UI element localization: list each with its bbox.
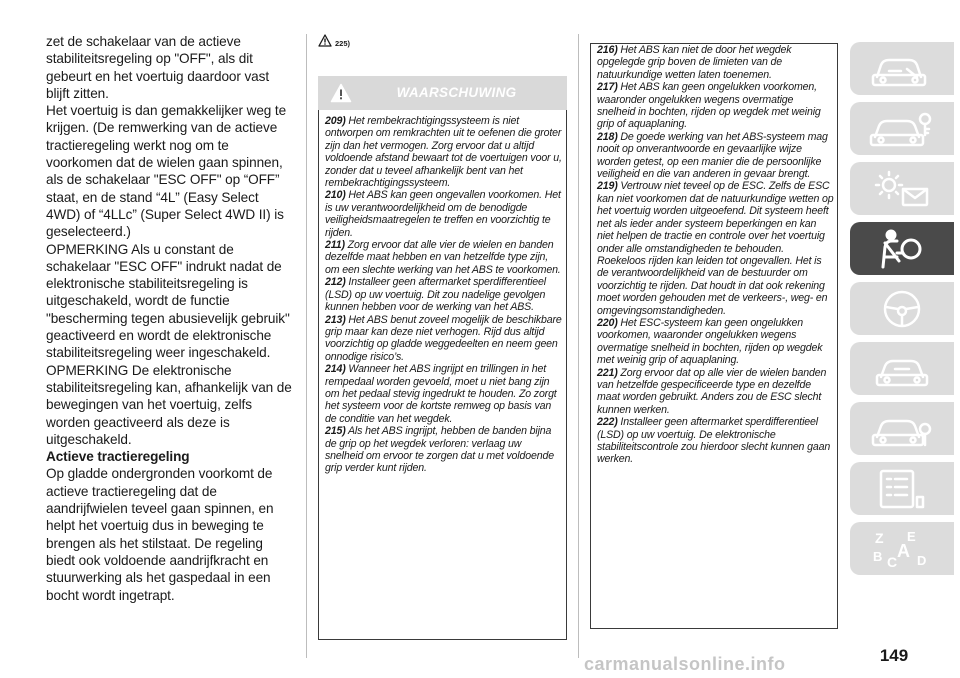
note-text: Het ESC-systeem kan geen ongelukken voorkomen, waaronder ongelukken wegens overmatige snelheid in bochten, rijden op wegdek met weinig grip of aquaplaning. (597, 316, 823, 367)
breakdown-car-icon (867, 347, 937, 391)
right-warning-box (590, 43, 838, 629)
specifications-icon (867, 467, 937, 511)
warning-note (325, 189, 562, 239)
note-number: 219) (597, 180, 618, 193)
watermark: carmanualsonline.info (584, 654, 786, 674)
note-text: De goede werking van het ABS-systeem mag nooit op onverantwoorde en gevaarlijke wijze worden getest, op een manier die de persoonlijke veiligheid en die van anderen in gevaar brengt. (597, 130, 828, 181)
chapter-tabs (850, 42, 954, 582)
note-text: Wanneer het ABS ingrijpt en trillingen in het rempedaal worden gevoeld, moet u niet bang zijn om het pedaal stevig ingedrukt te houden. Zo zorgt het systeem voor de kortste remweg op basis van de conditie van het wegdek. (325, 363, 557, 425)
seatbelt-airbag-icon (867, 227, 937, 271)
car-info-icon (867, 47, 937, 91)
note-text: Als het ABS ingrijpt, hebben de banden bijna de grip op het wegdek verloren: verlaag uw snelheid om ervoor te zorgen dat u met voldoende grip verder kunt rijden. (325, 425, 554, 475)
warning-header (318, 76, 567, 110)
warning-note (597, 416, 834, 466)
note-text: Zorg ervoor dat op alle vier de wielen banden van hetzelfde gespecificeerde type en dezelfde maat worden gebruikt. Anders zou de ESC slecht kunnen werken. (597, 366, 827, 416)
note-number: 212) (325, 276, 346, 289)
note-number: 217) (597, 81, 618, 94)
note-text: Het ABS kan geen ongelukken voorkomen, waaronder ongelukken wegens overmatige snelheid in bochten, rijden op wegdek met weinig grip of aquaplaning. (597, 81, 821, 131)
page-number: 149 (879, 646, 909, 665)
warning-note (597, 180, 834, 316)
warning-note (597, 81, 834, 131)
body-paragraph: OPMERKING De elektronische stabiliteitsregeling kan, afhankelijk van de bewegingen van het voertuig, zelfs worden geactiveerd als deze is uitgeschakeld. (46, 362, 292, 447)
warning-title: WAARSCHUWING (396, 85, 517, 100)
reference-marker (318, 34, 567, 52)
tab-specifications[interactable] (850, 462, 954, 515)
tab-car-key[interactable] (850, 102, 954, 155)
warning-note (597, 367, 834, 417)
reference-number: 225) (335, 39, 351, 48)
warning-note (325, 363, 562, 425)
note-text: Het rembekrachtigingssysteem is niet ontworpen om remkrachten uit te oefenen die groter zijn dan het vermogen. Zorg ervoor dat u altijd voldoende afstand bewaart tot de voertuigen voor u, zonder dat u teveel afhankelijk bent van het rembekrachtigingssysteem. (325, 115, 562, 190)
middle-text-column (318, 34, 567, 640)
warning-note (325, 239, 562, 276)
tab-car-service[interactable] (850, 402, 954, 455)
svg-text:A: A (897, 540, 910, 561)
warning-note (325, 276, 562, 313)
note-text: Installeer geen aftermarket sperdifferentieel (LSD) op uw voertuig. Dit zou nadelige gevolgen kunnen hebben voor de werking van het ABS. (325, 276, 546, 314)
warning-note (325, 115, 562, 189)
warning-note (597, 317, 834, 367)
column-divider (306, 34, 307, 658)
warning-note (597, 44, 834, 81)
svg-text:B: B (873, 548, 883, 564)
note-text: Zorg ervoor dat alle vier de wielen en banden dezelfde maat hebben en van hetzelfde type zijn, om een slechte werking van het ABS te voorkomen. (325, 239, 561, 276)
note-text: Vertrouw niet teveel op de ESC. Zelfs de ESC kan niet voorkomen dat de natuurkundige wetten op het voertuig worden uitgeoefend. Dit systeem heeft net als ieder ander systeem beperkingen en kan niet helpen de tractie en controle over het voertuig onder alle omstandigheden te behouden. Roekeloos rijden kan leiden tot ongevallen. Het is de verantwoordelijkheid van de bestuurder om voorzichtig te rijden. Dat houdt in dat ook rekening moet worden gehouden met de verkeers-, weg- en omgevingsomstandigheden. (597, 180, 834, 317)
note-text: Het ABS kan niet de door het wegdek opgelegde grip boven de limieten van de natuurkundige wetten laten toenemen. (597, 44, 792, 81)
tab-seatbelt-airbag[interactable] (850, 222, 954, 275)
svg-text:D: D (917, 552, 927, 568)
note-number: 209) (325, 115, 346, 127)
car-service-icon (867, 407, 937, 451)
note-text: Het ABS kan geen ongevallen voorkomen. Het is uw verantwoordelijkheid om de benodigde veiligheidsmaatregelen te treffen en voorzichtig te rijden. (325, 189, 561, 239)
steering-wheel-icon (867, 287, 937, 331)
warning-note (597, 131, 834, 181)
body-paragraph: OPMERKING Als u constant de schakelaar "ESC OFF" indrukt nadat de elektronische stabiliteitsregeling is uitgeschakeld, wordt de functie "bescherming tegen abusievelijk gebruik" geactiveerd en wordt de elektronische stabiliteitsregeling weer ingeschakeld. (46, 241, 290, 361)
body-paragraph: zet de schakelaar van de actieve stabiliteitsregeling op "OFF", als dit gebeurt en het voertuig daardoor vast blijft zitten. (46, 34, 270, 101)
svg-text:Z: Z (875, 529, 884, 546)
warning-note (325, 314, 562, 364)
body-paragraph: Het voertuig is dan gemakkelijker weg te krijgen. (De remwerking van de actieve tractieregeling werkt nog om te voorkomen dat de wielen gaan spinnen, als de schakelaar "ESC OFF" op “OFF” staat, en de stand “4L” (Easy Select 4WD) of “4LLc” (Super Select 4WD II) is geselecteerd.) (46, 103, 287, 240)
warning-note (325, 425, 562, 475)
tab-index[interactable] (850, 522, 954, 575)
note-number: 218) (597, 130, 618, 143)
section-heading: Actieve tractieregeling (46, 449, 190, 465)
svg-text:E: E (907, 528, 916, 544)
tab-breakdown[interactable] (850, 342, 954, 395)
warning-lights-icon (867, 167, 937, 211)
tab-steering-wheel[interactable] (850, 282, 954, 335)
warning-box (318, 110, 567, 640)
note-number: 221) (597, 366, 618, 379)
body-paragraph: Op gladde ondergronden voorkomt de actieve tractieregeling dat de aandrijfwielen teveel gaan spinnen, en helpt het voertuig dus in beweging te brengen als het stilstaat. De regeling biedt ook voldoende aandrijfkracht en stuurwerking als het gaspedaal in een bocht wordt ingetrapt. (46, 466, 274, 603)
column-divider (578, 34, 579, 658)
tab-car-info[interactable] (850, 42, 954, 95)
index-letters-icon (867, 527, 937, 571)
note-number: 222) (597, 416, 618, 429)
svg-text:C: C (887, 553, 898, 570)
note-number: 210) (325, 189, 346, 202)
note-number: 213) (325, 313, 346, 326)
note-number: 214) (325, 363, 346, 376)
car-key-icon (867, 107, 937, 151)
note-number: 211) (325, 239, 345, 252)
left-text-column (46, 33, 292, 604)
warning-triangle-icon (318, 34, 332, 47)
note-text: Installeer geen aftermarket sperdifferentieel (LSD) op uw voertuig. De elektronische stabiliteitscontrole zou hierdoor slecht kunnen gaan werken. (597, 416, 831, 466)
note-number: 216) (597, 44, 618, 56)
note-text: Het ABS benut zoveel mogelijk de beschikbare grip maar kan deze niet verhogen. Rijd dus altijd voorzichtig op gladde weggedeelten en neem geen onnodige risico’s. (325, 313, 562, 363)
note-number: 220) (597, 316, 618, 329)
note-number: 215) (325, 425, 346, 438)
tab-warning-lights[interactable] (850, 162, 954, 215)
